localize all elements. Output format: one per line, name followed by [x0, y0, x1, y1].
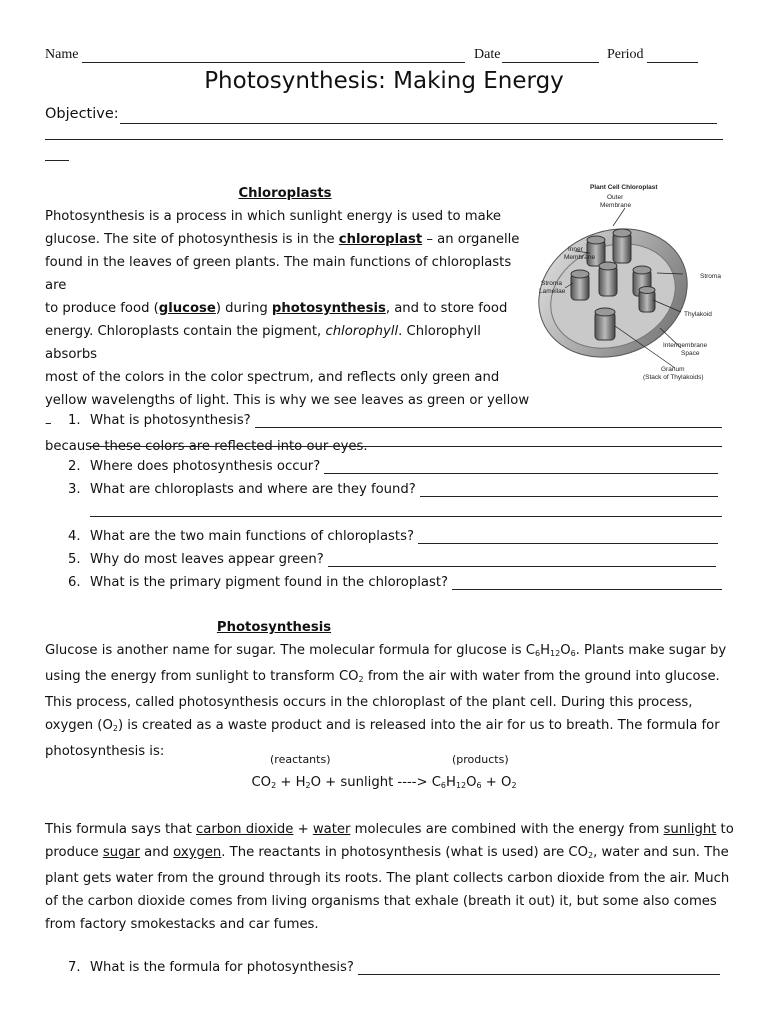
- label-granum-1: Granum: [661, 366, 685, 373]
- label-inner-1: Inner: [568, 246, 583, 253]
- name-label: Name: [45, 47, 79, 62]
- photosynthesis-heading: Photosynthesis: [216, 620, 332, 635]
- objective-label: Objective:: [45, 106, 119, 122]
- answer-line-1b[interactable]: [90, 436, 722, 447]
- period-label: Period: [607, 47, 644, 62]
- label-intermembrane-2: Space: [681, 350, 700, 357]
- formula-explanation-paragraph: This formula says that carbon dioxide + water molecules are combined with the energy from sunlight to produce sugar and oxygen. The reactants in photosynthesis (what is used) are $CO_2$, water and sun. The plant gets water from the ground through its roots. The plant collects carbon dioxide from the air. Much of the carbon dioxide comes from living organisms that exhale (breath it out) it, but some also comes from factory smokestacks and car fumes.: [45, 822, 734, 932]
- label-stroma-lamellae-2: Lamellae: [539, 288, 566, 295]
- question-3: 3. What are chloroplasts and where are they found?: [68, 477, 718, 497]
- chloroplasts-heading: Chloroplasts: [238, 186, 332, 201]
- label-intermembrane-1: Intermembrane: [663, 342, 708, 349]
- answer-line-3b[interactable]: [90, 506, 722, 517]
- question-1: 1. What is photosynthesis?: [68, 408, 722, 428]
- answer-line-7[interactable]: [358, 960, 720, 975]
- chloroplasts-paragraph: Photosynthesis is a process in which sunlight energy is used to make glucose. The site of photosynthesis is in the chloroplast – an organelle found in the leaves of green plants. The main functions of chloroplasts are to produce food (glucose) during photosynthesis, and to store food energy. Chloroplasts contain the pigment, chlorophyll. Chlorophyll absorbs most of the colors in the color spectrum, and reflects only green and yellow wavelengths of light. This is why we see leaves as green or yellow – because these colors are reflected into our eyes.: [45, 209, 530, 454]
- label-outer-2: Membrane: [600, 202, 632, 209]
- label-inner-2: Membrane: [564, 254, 596, 261]
- page-title: Photosynthesis: Making Energy: [204, 68, 564, 94]
- question-6: 6. What is the primary pigment found in the chloroplast?: [68, 570, 722, 590]
- answer-line-1[interactable]: [255, 413, 722, 428]
- label-thylakoid: Thylakoid: [684, 311, 712, 318]
- answer-line-5[interactable]: [328, 552, 716, 567]
- answer-line-2[interactable]: [324, 459, 718, 474]
- label-stroma-lamellae-1: Stroma: [541, 280, 562, 287]
- photosynthesis-paragraph: Glucose is another name for sugar. The molecular formula for glucose is $C_6H_{12}O_6$. Plants make sugar by using the energy from sunlight to transform $CO_2$ from the air with water from the ground into glucose. This process, called photosynthesis occurs in the chloroplast of the plant cell. During this process, oxygen $(O_2)$ is created as a waste product and is released into the air for us to breath. The formula for photosynthesis is:: [45, 643, 727, 759]
- label-outer-1: Outer: [607, 194, 624, 201]
- period-field[interactable]: [647, 50, 698, 63]
- figure-title: Plant Cell Chloroplast: [590, 184, 658, 191]
- question-7: 7. What is the formula for photosynthesis?: [68, 955, 720, 975]
- objective-line-3[interactable]: [45, 149, 69, 161]
- date-label: Date: [474, 47, 501, 62]
- question-5: 5. Why do most leaves appear green?: [68, 547, 716, 567]
- products-label: (products): [452, 753, 509, 766]
- photosynthesis-equation: $CO_2 + H_2O$ + sunlight ----> $C_6H_{12}O_6 + O_2$: [251, 775, 517, 790]
- reactants-label: (reactants): [270, 753, 331, 766]
- answer-line-3[interactable]: [420, 482, 718, 497]
- name-field[interactable]: [82, 50, 465, 63]
- chloroplast-diagram: [535, 178, 725, 388]
- date-field[interactable]: [502, 50, 599, 63]
- answer-line-4[interactable]: [418, 529, 718, 544]
- objective-line-1[interactable]: [120, 112, 717, 124]
- objective-line-2[interactable]: [45, 135, 723, 140]
- question-2: 2. Where does photosynthesis occur?: [68, 454, 718, 474]
- label-granum-2: (Stack of Thylakoids): [643, 374, 704, 381]
- answer-line-6[interactable]: [452, 575, 722, 590]
- question-4: 4. What are the two main functions of chloroplasts?: [68, 524, 718, 544]
- label-stroma: Stroma: [700, 273, 721, 280]
